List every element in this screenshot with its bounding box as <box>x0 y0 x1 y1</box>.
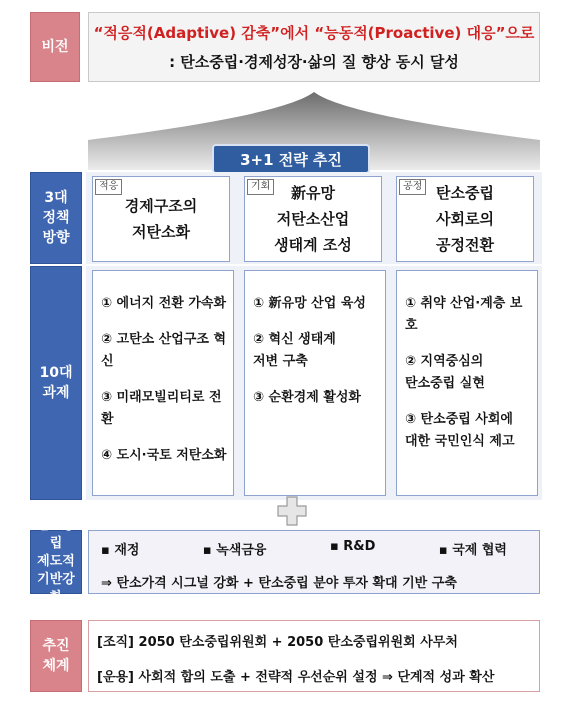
policy-item-adapt <box>92 176 230 262</box>
base-item-finance: ▪ 재정 <box>101 543 140 558</box>
task-item: ① 취약 산업·계층 보호 <box>405 296 523 333</box>
policy-item-fair <box>396 176 534 262</box>
strategy-title: 3+1 전략 추진 <box>212 144 370 174</box>
task-item: ④ 도시·국토 저탄소화 <box>101 448 227 463</box>
policy-text: 경제구조의 저탄소화 <box>124 197 198 241</box>
policy-text: 新유망 저탄소산업 생태계 조성 <box>274 184 352 254</box>
policy-tag: 공정 <box>399 179 426 195</box>
task-item: ② 고탄소 산업구조 혁신 <box>101 332 227 369</box>
plus-icon <box>277 496 307 526</box>
policy-tag: 적응 <box>95 179 122 195</box>
vision-line-2: : 탄소중립·경제성장·삶의 질 향상 동시 달성 <box>169 53 459 71</box>
task-item: ② 혁신 생태계 저변 구축 <box>253 332 336 369</box>
task-item: ① 新유망 산업 육성 <box>253 296 366 311</box>
policy-text: 탄소중립 사회로의 공정전환 <box>436 184 494 254</box>
system-line-2: [운용] 사회적 합의 도출 + 전략적 우선순위 설정 ⇒ 단계적 성과 확산 <box>97 670 495 685</box>
task-item: ③ 미래모빌리티로 전환 <box>101 390 222 427</box>
base-note: ⇒ 탄소가격 시그널 강화 + 탄소중립 분야 투자 확대 기반 구축 <box>101 576 457 591</box>
system-line-1: [조직] 2050 탄소중립위원회 + 2050 탄소중립위원회 사무처 <box>97 635 458 650</box>
vision-box <box>88 12 540 82</box>
base-item-intl: ▪ 국제 협력 <box>438 543 507 558</box>
base-box <box>88 530 540 594</box>
tasks-label: 10대 과제 <box>30 266 82 500</box>
system-label: 추진 체계 <box>30 620 82 692</box>
tasks-column-adapt <box>92 270 234 496</box>
task-item: ③ 순환경제 활성화 <box>253 390 361 405</box>
policy-item-opportunity <box>244 176 382 262</box>
task-item: ① 에너지 전환 가속화 <box>101 296 227 311</box>
base-item-rnd: ▪ R&D <box>329 539 376 554</box>
policy-label: 3대 정책 방향 <box>30 172 82 264</box>
tasks-column-opportunity <box>244 270 386 496</box>
base-item-green-finance: ▪ 녹색금융 <box>202 543 267 558</box>
base-items <box>101 539 527 558</box>
base-label: 탄소중립 제도적 기반강화 <box>30 530 82 594</box>
tasks-column-fair <box>396 270 538 496</box>
task-item: ③ 탄소중립 사회에 대한 국민인식 제고 <box>405 412 515 449</box>
policy-tag: 기회 <box>247 179 274 195</box>
task-item: ② 지역중심의 탄소중립 실현 <box>405 354 485 391</box>
system-box <box>88 620 540 692</box>
vision-label: 비전 <box>30 12 80 82</box>
vision-line-1: “적응적(Adaptive) 감축”에서 “능동적(Proactive) 대응”으로 <box>93 24 535 42</box>
